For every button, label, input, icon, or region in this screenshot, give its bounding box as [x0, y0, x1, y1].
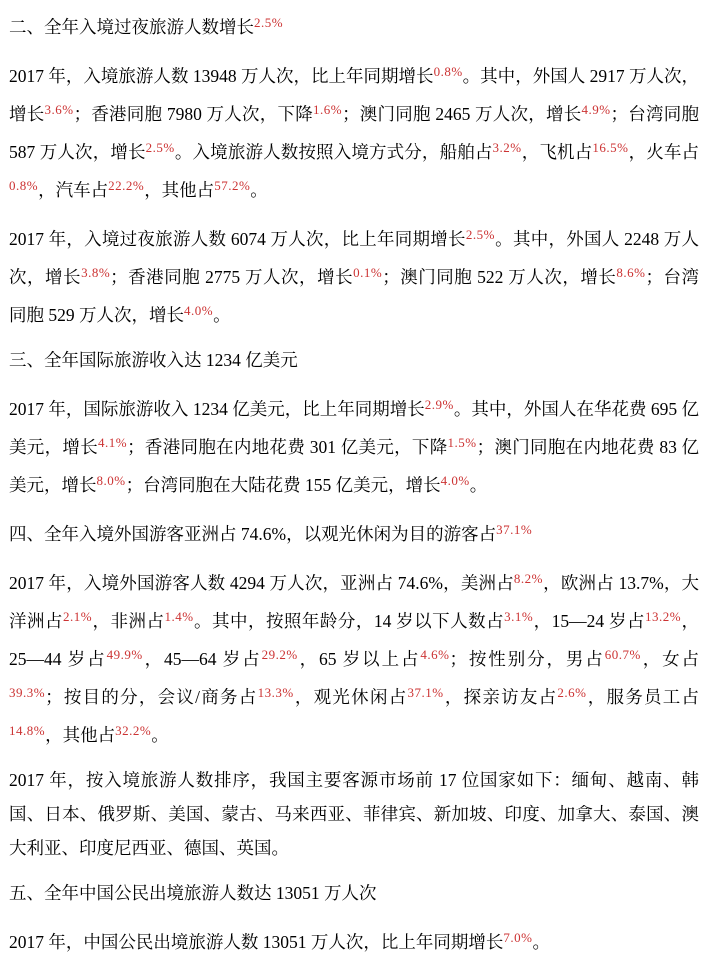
percent-superscript: 8.6% — [616, 265, 646, 280]
percent-superscript: 16.5% — [592, 140, 629, 155]
percent-superscript: 37.1% — [407, 685, 444, 700]
section-heading-overnight-growth — [9, 6, 699, 44]
text-run: ；按目的分，会议/商务占 — [45, 687, 258, 707]
percent-superscript: 8.0% — [96, 473, 126, 488]
percent-superscript: 4.1% — [98, 435, 128, 450]
text-run: ；澳门同胞 2465 万人次，增长 — [342, 104, 582, 124]
percent-superscript: 3.6% — [44, 102, 74, 117]
percent-superscript: 2.9% — [424, 397, 454, 412]
text-run: ，65 岁以上占 — [297, 649, 421, 669]
percent-superscript: 14.8% — [9, 723, 46, 738]
text-run: ，45—64 岁占 — [142, 649, 262, 669]
text-run: 。其中，外国人 2248 万人次，增长 — [9, 229, 700, 287]
text-run: ；香港同胞 7980 万人次，下降 — [73, 104, 313, 124]
section-heading-outbound-total — [9, 876, 699, 910]
text-run: 2017 年，国际旅游收入 1234 亿美元，比上年同期增长 — [9, 399, 425, 419]
text-run: 四、全年入境外国游客亚洲占 74.6%，以观光休闲为目的游客占 — [9, 524, 497, 544]
percent-superscript: 39.3% — [9, 685, 46, 700]
text-run: 五、全年中国公民出境旅游人数达 13051 万人次 — [9, 883, 377, 903]
text-run: 2017 年，入境外国游客人数 4294 万人次，亚洲占 74.6%，美洲占 — [9, 573, 514, 593]
text-run: ；台湾同胞 529 万人次，增长 — [9, 267, 700, 325]
percent-superscript: 13.3% — [257, 685, 294, 700]
percent-superscript: 2.5% — [254, 15, 284, 30]
text-run: 二、全年入境过夜旅游人数增长 — [9, 17, 254, 37]
text-run: ，25—44 岁占 — [9, 611, 700, 669]
percent-superscript: 8.2% — [513, 571, 543, 586]
percent-superscript: 2.6% — [557, 685, 587, 700]
percent-superscript: 1.4% — [164, 609, 194, 624]
percent-superscript: 57.2% — [214, 178, 251, 193]
percent-superscript: 2.1% — [62, 609, 93, 624]
text-run: 。其中，外国人 2917 万人次，增长 — [9, 66, 700, 124]
text-run: ；按性别分，男占 — [449, 649, 605, 669]
text-run: ，女占 — [640, 649, 700, 669]
text-run: ；香港同胞在内地花费 301 亿美元，下降 — [127, 437, 448, 457]
percent-superscript: 3.8% — [81, 265, 111, 280]
text-run: ，欧洲占 13.7%，大洋洲占 — [9, 573, 700, 631]
percent-superscript: 49.9% — [106, 647, 143, 662]
section-heading-foreign-visitors-share — [9, 513, 699, 551]
text-run: ，15—24 岁占 — [533, 611, 645, 631]
text-run: 。其中，外国人在华花费 695 亿美元，增长 — [9, 399, 699, 457]
percent-superscript: 7.0% — [503, 930, 533, 945]
percent-superscript: 2.5% — [145, 140, 175, 155]
text-run: ；台湾同胞 587 万人次，增长 — [9, 104, 700, 162]
text-run: ，飞机占 — [521, 142, 593, 162]
percent-superscript: 0.8% — [9, 178, 39, 193]
text-run: 。 — [151, 725, 169, 745]
section-heading-intl-tourism-revenue — [9, 343, 699, 377]
text-run: ，服务员工占 — [586, 687, 700, 707]
percent-superscript: 32.2% — [115, 723, 152, 738]
text-run: ，观光休闲占 — [293, 687, 408, 707]
text-run: 三、全年国际旅游收入达 1234 亿美元 — [9, 350, 298, 370]
paragraph-overnight-tourists — [9, 218, 699, 332]
text-run: 。 — [532, 932, 550, 952]
text-run: 2017 年，入境旅游人数 13948 万人次，比上年同期增长 — [9, 66, 434, 86]
percent-superscript: 60.7% — [604, 647, 641, 662]
percent-superscript: 2.5% — [465, 227, 495, 242]
percent-superscript: 37.1% — [496, 522, 533, 537]
text-run: ；澳门同胞在内地花费 83 亿美元，增长 — [9, 437, 700, 495]
percent-superscript: 13.2% — [644, 609, 682, 624]
text-run: 2017 年，中国公民出境旅游人数 13051 万人次，比上年同期增长 — [9, 932, 504, 952]
text-run: 。 — [250, 180, 268, 200]
paragraph-foreign-visitors-breakdown — [9, 562, 699, 752]
percent-superscript: 4.9% — [581, 102, 611, 117]
text-run: ；澳门同胞 522 万人次，增长 — [382, 267, 617, 287]
text-run: 2017 年，入境过夜旅游人数 6074 万人次，比上年同期增长 — [9, 229, 466, 249]
text-run: 。入境旅游人数按照入境方式分，船舶占 — [174, 142, 493, 162]
paragraph-outbound-total — [9, 921, 699, 959]
percent-superscript: 1.6% — [312, 102, 343, 117]
text-run: ；台湾同胞在大陆花费 155 亿美元，增长 — [125, 475, 441, 495]
paragraph-top-source-countries — [9, 763, 699, 865]
text-run: ，其他占 — [45, 725, 116, 745]
text-run: 。其中，按照年龄分，14 岁以下人数占 — [193, 611, 505, 631]
text-run: 。 — [213, 305, 231, 325]
text-run: 2017 年，按入境旅游人数排序，我国主要客源市场前 17 位国家如下：缅甸、越南、韩国、日本、俄罗斯、美国、蒙古、马来西亚、菲律宾、新加坡、印度、加拿大、泰国、澳大利亚、印度尼西亚、德国、英国。 — [9, 770, 699, 858]
percent-superscript: 3.2% — [492, 140, 522, 155]
percent-superscript: 0.8% — [433, 64, 463, 79]
percent-superscript: 1.5% — [447, 435, 477, 450]
percent-superscript: 29.2% — [261, 647, 298, 662]
percent-superscript: 4.0% — [440, 473, 470, 488]
text-run: ，汽车占 — [38, 180, 109, 200]
text-run: ，非洲占 — [92, 611, 165, 631]
text-run: ，火车占 — [628, 142, 700, 162]
paragraph-intl-tourism-revenue — [9, 388, 699, 502]
text-run: ，探亲访友占 — [443, 687, 558, 707]
percent-superscript: 3.1% — [504, 609, 534, 624]
percent-superscript: 22.2% — [108, 178, 145, 193]
text-run: ，其他占 — [144, 180, 215, 200]
text-run: ；香港同胞 2775 万人次，增长 — [110, 267, 354, 287]
text-run: 。 — [469, 475, 488, 495]
paragraph-inbound-tourists — [9, 55, 699, 207]
percent-superscript: 4.6% — [420, 647, 450, 662]
percent-superscript: 4.0% — [184, 303, 214, 318]
percent-superscript: 0.1% — [353, 265, 383, 280]
